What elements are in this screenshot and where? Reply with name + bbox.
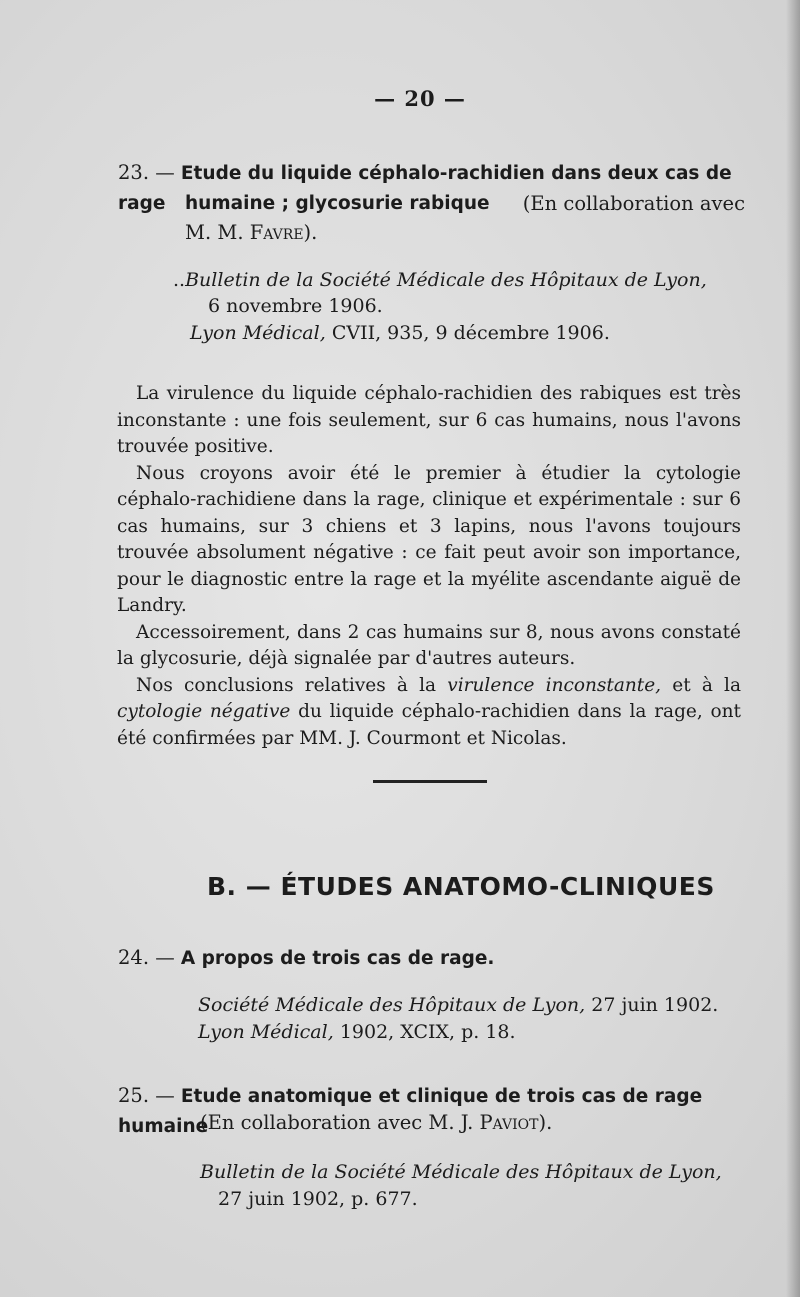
p4-text-c: du liquide céphalo-rachidien dans la rage, ont été confirmées par MM. J. Courmont et Nicolas. [117,701,741,749]
page-edge-shadow [786,0,800,1297]
entry-25-ref [200,1158,760,1186]
entry-24-heading [118,943,494,973]
body-paragraph-4 [117,673,741,753]
entry-25-collab [200,1108,552,1137]
ref-marker: .. [173,269,186,291]
entry-24-ref2-rest: 1902, XCIX, p. 18. [339,1021,516,1043]
section-divider [373,780,487,783]
body-paragraph-1: La virulence du liquide céphalo-rachidien des rabiques est très inconstante : une fois seulement, sur 6 cas humains, nous l'avons trouvée positive. [117,383,741,457]
entry-23-ref2-journal: Lyon Médical, [190,322,326,344]
entry-23-ref2 [190,319,610,347]
entry-24-title: A propos de trois cas de rage. [180,948,495,969]
entry-23-ref1-date: 6 novembre 1906. [208,295,383,317]
entry-23-ref1-journal: Bulletin de la Société Médicale des Hôpitaux de Lyon, [185,269,707,291]
entry-24-ref1-journal: Société Médicale des Hôpitaux de Lyon, [198,994,586,1016]
entry-23-collab-name: Favre). [249,221,318,244]
entry-24-ref2 [198,1018,516,1046]
entry-25-number: 25. — [118,1084,175,1107]
entry-25-collab-prefix: (En collaboration avec M. J. [200,1111,474,1134]
body-paragraph-3: Accessoirement, dans 2 cas humains sur 8, nous avons constaté la glycosurie, déjà signalée par d'autres auteurs. [117,621,741,669]
entry-23-heading-line2 [185,189,745,218]
body-paragraph-2: Nous croyons avoir été le premier à étudier la cytologie céphalo-rachidiene dans la rage, clinique et expérimentale : sur 6 cas humains, sur 3 chiens et 3 lapins, nous l'avons toujours trouvée absolument négative : ce fait peut avoir son importance, pour le diagnostic entre la rage et la myélite ascendante aiguë de Landry. [117,462,741,616]
entry-23-heading-line3 [185,218,317,247]
p4-italic-1: virulence inconstante, [447,674,662,696]
entry-23-title-line2: humaine ; glycosurie rabique [185,193,490,214]
section-title: B. — ÉTUDES ANATOMO-CLINIQUES [207,872,715,901]
entry-25-title: Etude anatomique et clinique de trois cas de rage humaine [118,1086,703,1137]
entry-23-title-line1: Etude du liquide céphalo-rachidien dans deux cas de rage [118,163,732,214]
entry-23-ref2-rest: CVII, 935, 9 décembre 1906. [331,322,610,344]
entry-23-ref1 [173,266,743,294]
entry-25-collab-name: Paviot). [479,1111,553,1134]
entry-23-body [117,381,741,752]
entry-23-collab-prefix: M. M. [185,221,244,244]
p4-text-a: Nos conclusions relatives à la [136,674,437,696]
entry-25-ref-date: 27 juin 1902, p. 677. [218,1188,418,1210]
entry-23-collab: (En collaboration avec [522,192,745,215]
page-number: — 20 — [374,86,466,111]
entry-23-number: 23. — [118,161,175,184]
p4-italic-2: cytologie négative [117,701,291,722]
entry-24-ref1 [198,991,718,1019]
entry-24-ref2-journal: Lyon Médical, [198,1021,334,1043]
entry-24-ref1-rest: 27 juin 1902. [591,994,719,1016]
p4-text-b: et à la [672,674,741,696]
entry-25-ref-journal: Bulletin de la Société Médicale des Hôpitaux de Lyon, [200,1161,722,1183]
entry-24-number: 24. — [118,946,175,969]
